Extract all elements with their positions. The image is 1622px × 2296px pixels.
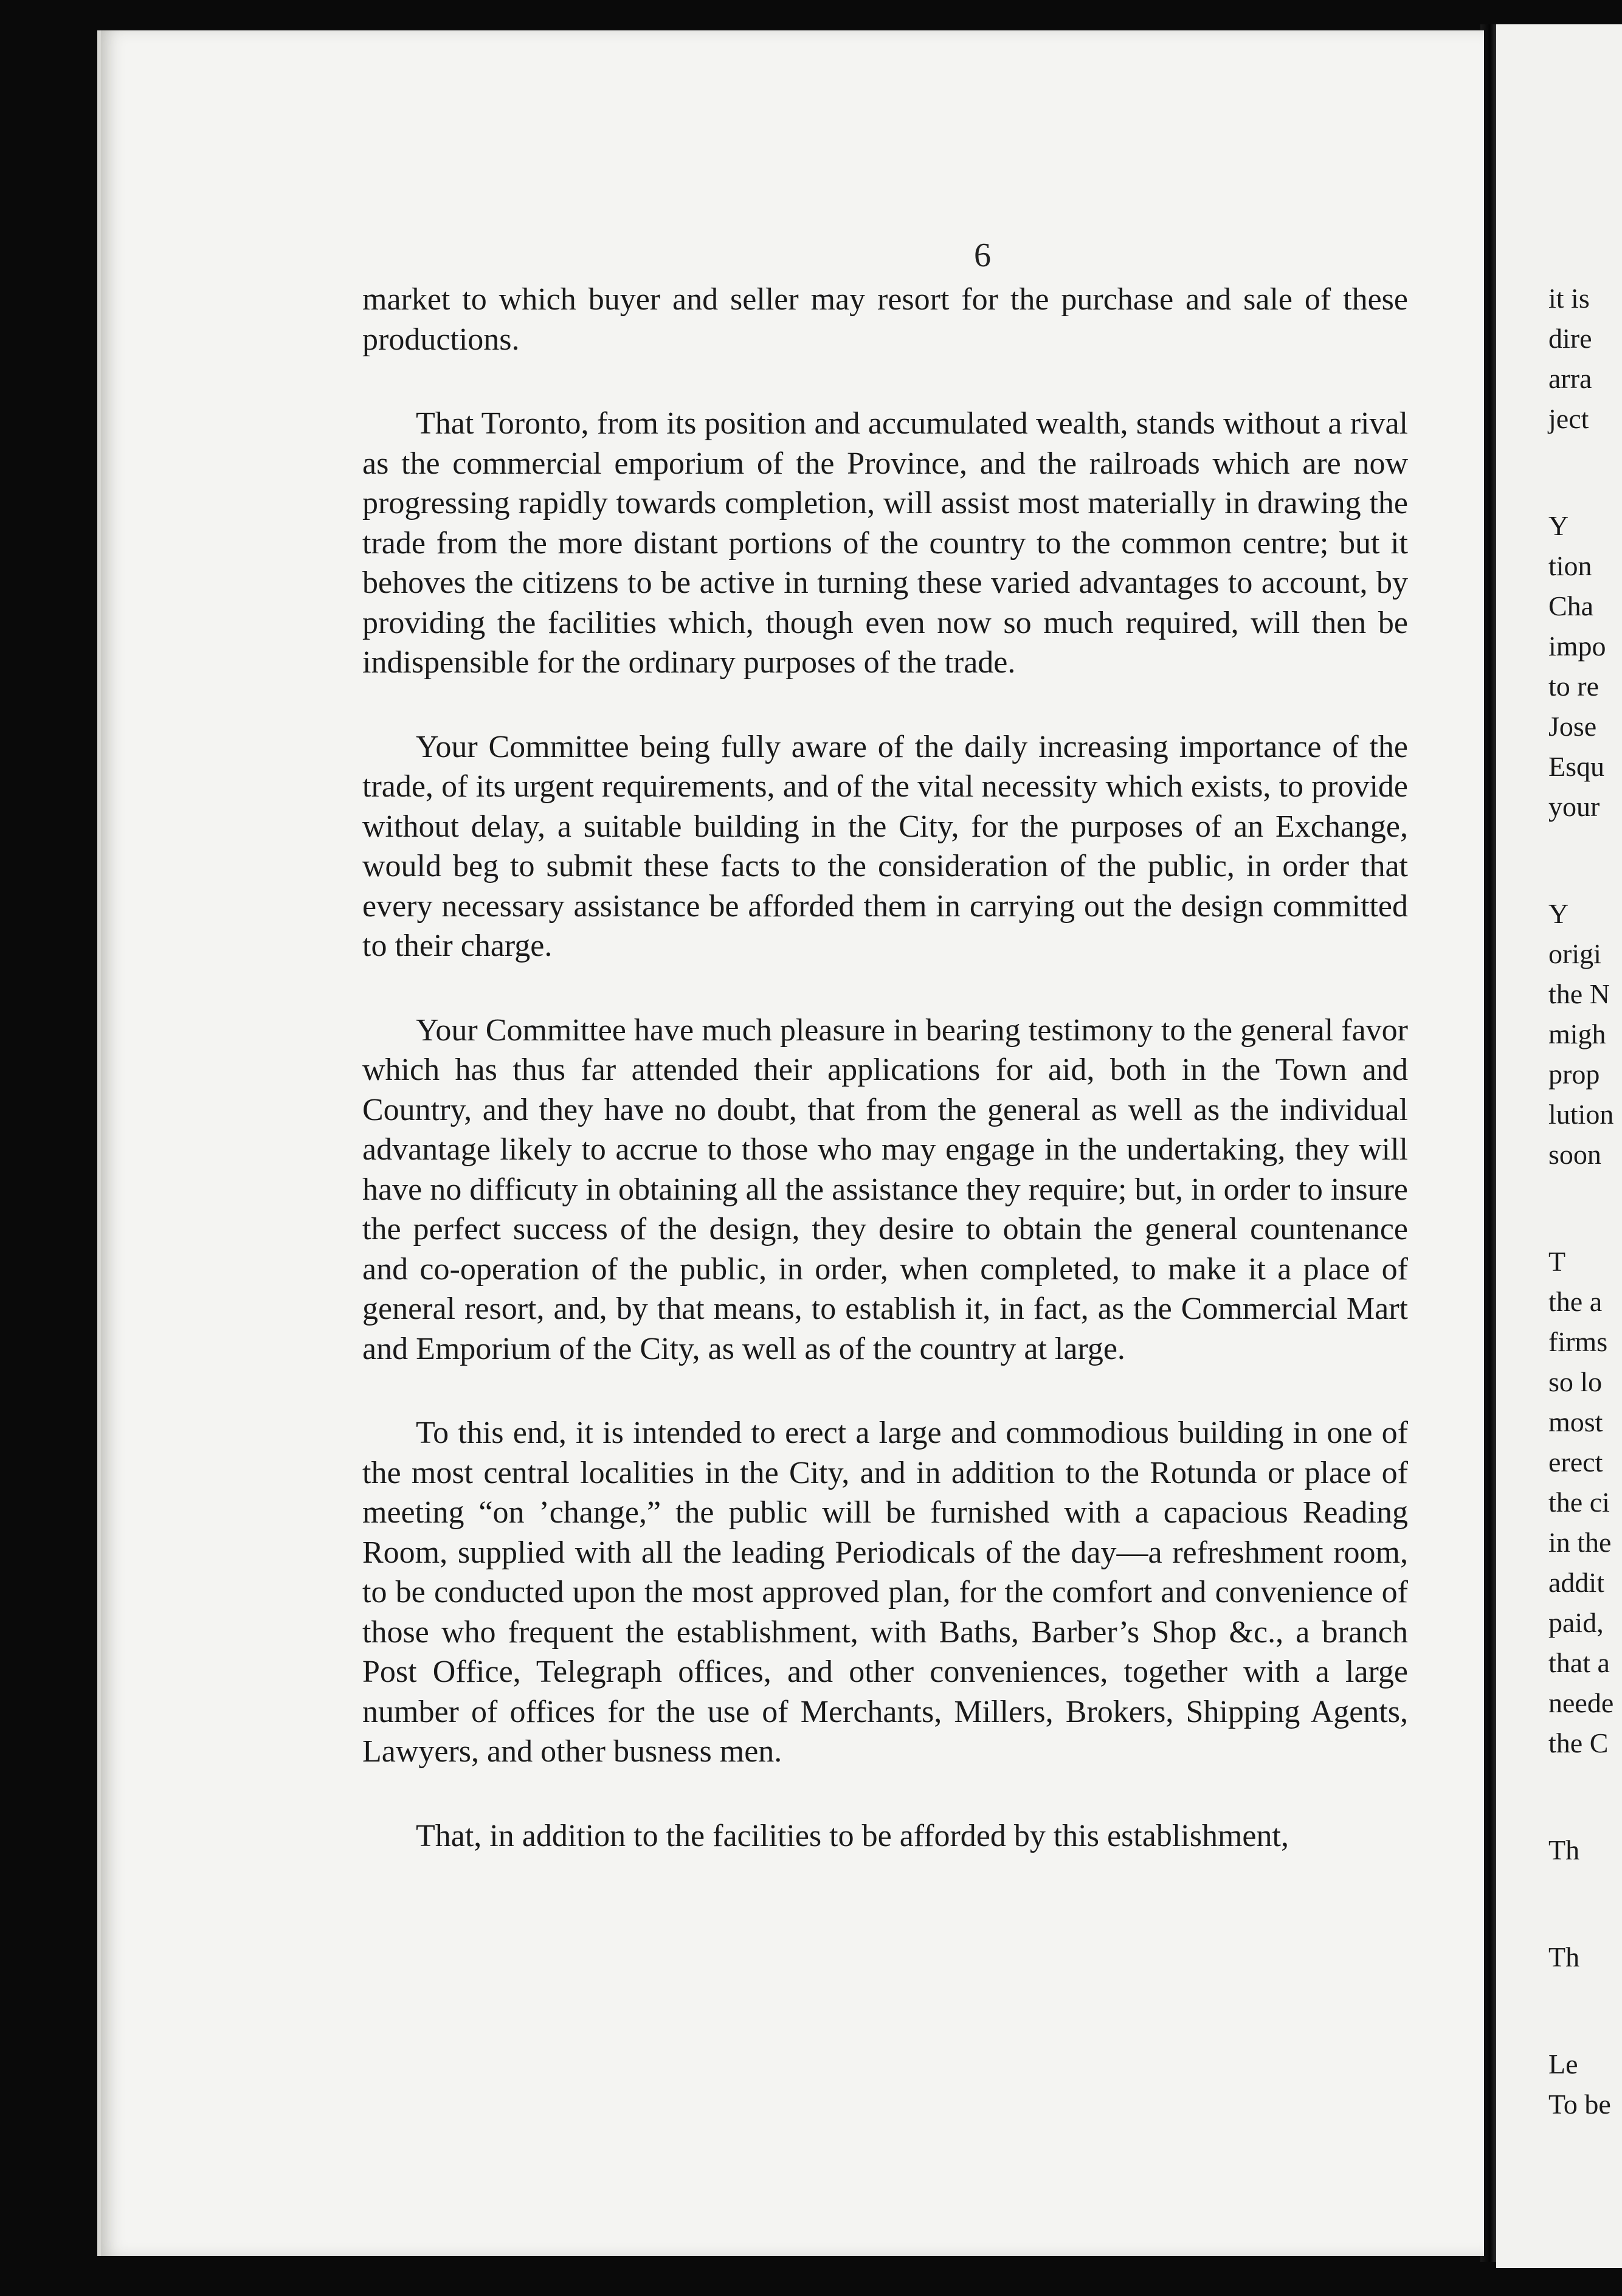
right-page-line: origi	[1548, 938, 1601, 969]
right-page-line: your	[1548, 791, 1600, 822]
paragraph-4: Your Committee have much pleasure in bearing testimony to the general favor which has thus far attended their applications for aid, both in the Town and Country, and they have no doubt, that from the general as well as the individual advantage likely to accrue to those who may engage in the undertaking, they will have no difficuty in obtaining all the assistance they require; but, in order to insure the perfect success of the design, they desire to obtain the general countenance and co-operation of the public, in order, when completed, to make it a place of general resort, and, by that means, to establish it, in fact, as the Commercial Mart and Emporium of the City, as well as of the country at large.	[362, 1012, 1408, 1366]
right-page-line: migh	[1548, 1018, 1606, 1049]
right-page-line: dire	[1548, 323, 1592, 354]
right-page-line: Jose	[1548, 711, 1597, 742]
right-page-line: impo	[1548, 631, 1606, 662]
right-page-line: T	[1548, 1246, 1566, 1277]
right-page-line: addit	[1548, 1567, 1604, 1598]
right-page-line: prop	[1548, 1059, 1600, 1090]
right-page-line: Th	[1548, 1834, 1580, 1866]
right-page-line: lution	[1548, 1099, 1614, 1130]
right-page-line: erect	[1548, 1447, 1603, 1478]
right-page-line: the ci	[1548, 1487, 1610, 1518]
paragraph-5: To this end, it is intended to erect a large and commodious building in one of the most central localities in the City, and in addition to the Rotunda or place of meeting “on ’change,” the public will be furnished with a capacious Reading Room, supplied with all the leading Periodicals of the day—a refreshment room, to be conducted upon the most approved plan, for the comfort and convenience of those who frequent the establishment, with Baths, Barber’s Shop &c., a branch Post Office, Telegraph offices, and other conveniences, together with a large number of offices for the use of Merchants, Millers, Brokers, Shipping Agents, Lawyers, and other busness men.	[362, 1416, 1408, 1769]
right-page-line	[1548, 1977, 1622, 2044]
right-page-line: firms	[1548, 1326, 1608, 1357]
right-page-line: that a	[1548, 1647, 1610, 1678]
right-page-line	[1548, 1175, 1622, 1242]
right-page-line	[1548, 1870, 1622, 1937]
right-page-line: the N	[1548, 978, 1610, 1009]
right-page-line: Cha	[1548, 590, 1594, 621]
right-page-line: Th	[1548, 1942, 1580, 1973]
right-page-line: tion	[1548, 550, 1592, 581]
paragraph-6: That, in addition to the facilities to be afforded by this establishment,	[416, 1818, 1289, 1853]
right-page-line	[1548, 827, 1622, 894]
right-page-line: in the	[1548, 1527, 1612, 1558]
right-page-line: Y	[1548, 510, 1569, 541]
paragraph-2: That Toronto, from its position and accumulated wealth, stands without a rival as the commercial emporium of the Province, and the railroads which are now progressing rapidly towards completion, will assist most materially in drawing the trade from the more distant portions of the country to the common centre; but it behoves the citizens to be active in turning these varied advantages to account, by providing the facilities which, though even now so much required, will then be indispensible for the ordinary purposes of the trade.	[362, 406, 1408, 680]
right-page-line: the a	[1548, 1286, 1603, 1317]
right-page-line: To be	[1548, 2089, 1611, 2120]
right-page-text	[1548, 278, 1622, 2125]
body-text	[362, 280, 1408, 1900]
right-page-line: it is	[1548, 283, 1590, 314]
right-page-line: Le	[1548, 2049, 1578, 2080]
right-page-line: Esqu	[1548, 751, 1604, 782]
paragraph-1: market to which buyer and seller may resort for the purchase and sale of these productions.	[362, 282, 1408, 357]
right-page-line: most	[1548, 1406, 1603, 1437]
right-page-line: the C	[1548, 1727, 1609, 1758]
page-number: 6	[974, 237, 991, 274]
right-page-line: Y	[1548, 898, 1569, 929]
right-page-line: arra	[1548, 363, 1592, 394]
right-page-line: neede	[1548, 1687, 1614, 1718]
right-page-line: so lo	[1548, 1366, 1603, 1397]
right-page-line: paid,	[1548, 1607, 1604, 1638]
paragraph-3: Your Committee being fully aware of the daily increasing importance of the trade, of its urgent requirements, and of the vital necessity which exists, to provide without delay, a suitable building in the City, for the purposes of an Exchange, would beg to submit these facts to the consideration of the public, in order that every necessary assistance be afforded them in carrying out the design committed to their charge.	[362, 729, 1408, 963]
right-page-line: ject	[1548, 403, 1589, 434]
right-page-fragment	[1496, 24, 1622, 2268]
right-page-line: soon	[1548, 1139, 1601, 1170]
right-page-line	[1548, 1763, 1622, 1830]
right-page-line	[1548, 439, 1622, 506]
right-page-line: to re	[1548, 671, 1600, 702]
